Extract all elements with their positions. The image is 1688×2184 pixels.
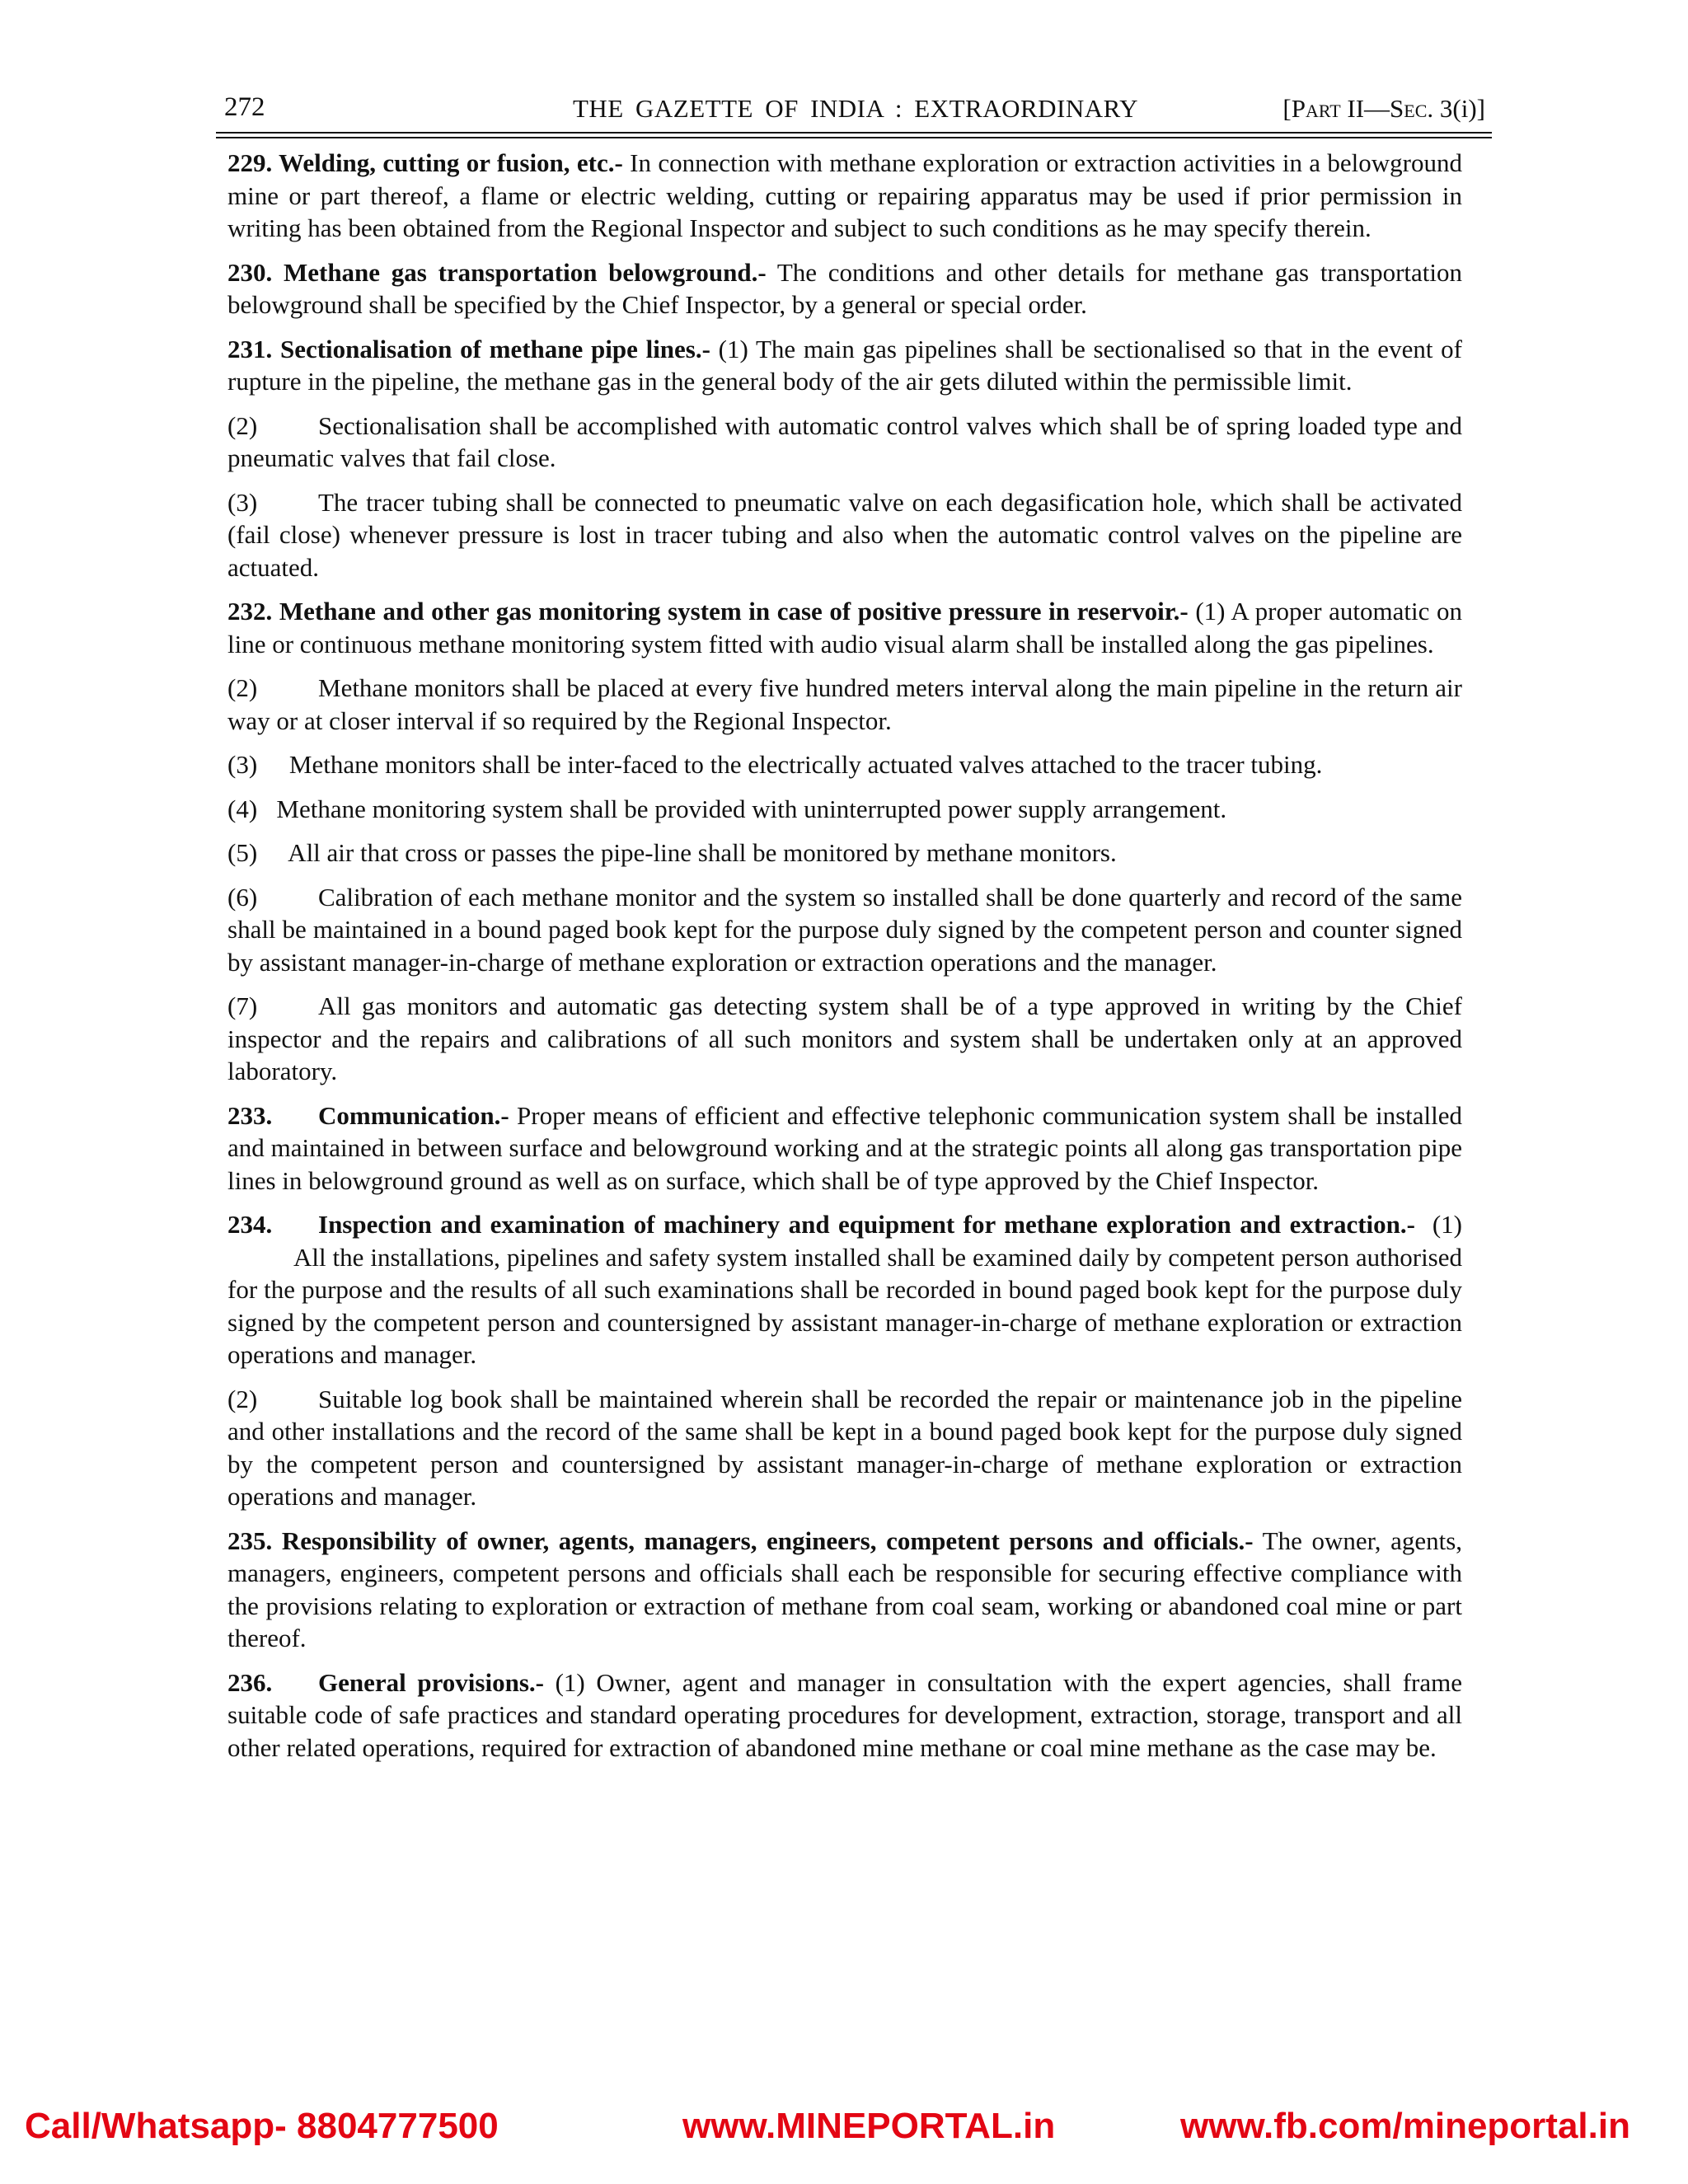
section-232-6: [227, 881, 1462, 979]
section-heading: Communication.-: [318, 1100, 509, 1130]
section-235: [227, 1525, 1462, 1655]
section-number: 233.: [227, 1100, 273, 1130]
section-text: (1) The main gas pipelines shall be sectionalised so that in the event of rupture in the pipeline, the methane gas in the general body of the air gets diluted within the permissible limit.: [227, 334, 1462, 396]
clause-number: (2): [227, 673, 258, 702]
section-heading: 231. Sectionalisation of methane pipe lines.-: [227, 334, 710, 363]
section-heading: 232. Methane and other gas monitoring system in case of positive pressure in reservoir.-: [227, 597, 1189, 626]
section-heading: 229. Welding, cutting or fusion, etc.-: [227, 148, 623, 177]
clause-text: Calibration of each methane monitor and the system so installed shall be done quarterly and record of the same shall be maintained in a bound paged book kept for the purpose duly signed by the competent person and counter signed by assistant manager-in-charge of methane exploration or extraction operations and the manager.: [227, 882, 1462, 977]
gazette-title: THE GAZETTE OF INDIA : EXTRAORDINARY: [572, 94, 1139, 123]
clause-text: Sectionalisation shall be accomplished with automatic control valves which shall be of spring loaded type and pneumatic valves that fail close.: [227, 410, 1462, 472]
section-232-2: [227, 672, 1462, 737]
section-text: The conditions and other details for methane gas transportation belowground shall be specified by the Chief Inspector, by a general or special order.: [227, 257, 1462, 319]
clause-number: (6): [227, 882, 258, 912]
clause-number: (2): [227, 410, 258, 440]
section-232-4: (4) Methane monitoring system shall be provided with uninterrupted power supply arrangement.: [227, 794, 1227, 823]
section-229: [227, 147, 1462, 245]
section-text: Proper means of efficient and effective telephonic communication system shall be installed and maintained in between surface and belowground working and at the strategic points all along gas transportation pipe lines in belowground ground as well as on surface, which shall be of type approved by the Chief Inspector.: [227, 1100, 1462, 1195]
website-link[interactable]: www.MINEPORTAL.in: [682, 2106, 1056, 2146]
section-232: [227, 595, 1462, 660]
clause-number: (2): [227, 1384, 258, 1413]
clause-text: Methane monitors shall be placed at every five hundred meters interval along the main pipeline in the return air way or at closer interval if so required by the Regional Inspector.: [227, 673, 1462, 735]
clause-text: The tracer tubing shall be connected to pneumatic valve on each degasification hole, which shall be activated (fail close) whenever pressure is lost in tracer tubing and also when the automatic control valves on the pipeline are actuated.: [227, 487, 1462, 582]
section-234-2: [227, 1383, 1462, 1513]
section-text: All the installations, pipelines and safety system installed shall be examined daily by competent person authorised for the purpose and the results of all such examinations shall be recorded in bound paged book kept for the purpose duly signed by the competent person and countersigned by assistant manager-in-charge of methane exploration or extraction operations and manager.: [227, 1242, 1462, 1369]
section-231-3: [227, 486, 1462, 584]
clause-number: (7): [227, 991, 258, 1020]
section-number: 236.: [227, 1667, 273, 1697]
header-rule-bottom: [216, 137, 1492, 138]
clause-text: Suitable log book shall be maintained wherein shall be recorded the repair or maintenance job in the pipeline and other installations and the record of the same shall be kept in a bound paged book kept for the purpose duly signed by the competent person and countersigned by assistant manager-in-charge of methane exploration or extraction operations and manager.: [227, 1384, 1462, 1511]
section-heading: Inspection and examination of machinery and equipment for methane exploration and extraction.-: [318, 1210, 1415, 1239]
section-230: [227, 256, 1462, 321]
section-236: [227, 1666, 1462, 1765]
document-body: [227, 147, 1462, 1775]
section-233: [227, 1099, 1462, 1197]
section-234: [227, 1208, 1462, 1371]
section-231-2: [227, 410, 1462, 475]
section-text: (1) A proper automatic on line or continuous methane monitoring system fitted with audio visual alarm shall be installed along the gas pipelines.: [227, 597, 1462, 658]
section-number: 234.: [227, 1210, 273, 1239]
clause-number: (3): [227, 487, 258, 517]
section-heading: General provisions.-: [318, 1667, 544, 1697]
page-header: [223, 92, 1489, 130]
clause-text: All gas monitors and automatic gas detecting system shall be of a type approved in writing by the Chief inspector and the repairs and calibrations of all such monitors and system shall be undertaken only at an approved laboratory.: [227, 991, 1462, 1085]
part-section-label: [Part II—Sec. 3(i)]: [1282, 94, 1485, 123]
section-232-7: [227, 990, 1462, 1088]
section-text: (1) Owner, agent and manager in consultation with the expert agencies, shall frame suitable code of safe practices and standard operating procedures for development, extraction, storage, transport and all other related operations, required for extraction of abandoned mine methane or coal mine methane as the case may be.: [227, 1667, 1462, 1762]
section-text: In connection with methane exploration or extraction activities in a belowground mine or part thereof, a flame or electric welding, cutting or repairing apparatus may be used if prior permission in writing has been obtained from the Regional Inspector and subject to such conditions as he may specify therein.: [227, 148, 1462, 242]
contact-phone-link[interactable]: Call/Whatsapp- 8804777500: [25, 2106, 499, 2146]
section-heading: 230. Methane gas transportation belowground.-: [227, 257, 767, 287]
section-text: The owner, agents, managers, engineers, competent persons and officials shall each be responsible for securing effective compliance with the provisions relating to exploration or extraction of methane from coal seam, working or abandoned coal mine or part thereof.: [227, 1526, 1463, 1652]
section-232-3: (3) Methane monitors shall be inter-faced to the electrically actuated valves attached to the tracer tubing.: [227, 750, 1323, 779]
page-number: 272: [224, 92, 265, 122]
section-heading: 235. Responsibility of owner, agents, managers, engineers, competent persons and officials.-: [227, 1526, 1254, 1555]
clause-number: (1): [1414, 1210, 1462, 1239]
section-231: [227, 333, 1462, 398]
section-232-5: (5) All air that cross or passes the pipe-line shall be monitored by methane monitors.: [227, 838, 1117, 867]
footer-banner: [0, 2106, 1688, 2155]
facebook-link[interactable]: www.fb.com/mineportal.in: [1180, 2106, 1630, 2146]
header-rule-top: [216, 132, 1492, 134]
